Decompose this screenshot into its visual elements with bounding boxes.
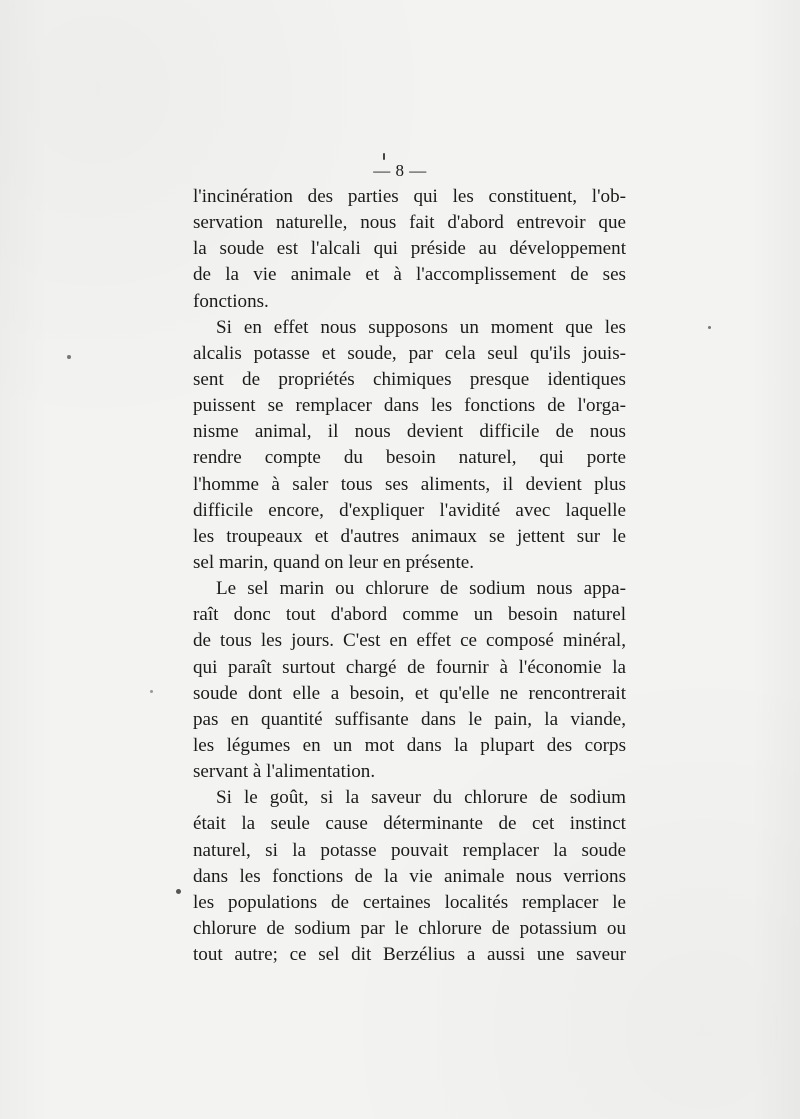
paper-speck — [383, 153, 385, 160]
paper-speck — [708, 326, 711, 329]
text-line-8: sent de propriétés chimiques presque identiques — [193, 368, 626, 390]
text-line-17: raît donc tout d'abord comme un besoin naturel — [193, 604, 626, 626]
text-line-13: difficile encore, d'expliquer l'avidité avec laquelle — [193, 499, 626, 521]
text-line-21: pas en quantité suffisante dans le pain, la viande, — [193, 708, 626, 730]
text-line-29: chlorure de sodium par le chlorure de potassium ou — [193, 917, 626, 939]
text-line-28: les populations de certaines localités remplacer le — [193, 891, 626, 913]
body-text — [193, 184, 626, 968]
text-line-14: les troupeaux et d'autres animaux se jettent sur le — [193, 525, 626, 547]
text-line-19: qui paraît surtout chargé de fournir à l'économie la — [193, 656, 626, 678]
paper-speck — [67, 355, 71, 359]
text-line-25: était la seule cause déterminante de cet instinct — [193, 813, 626, 835]
text-line-27: dans les fonctions de la vie animale nous verrions — [193, 865, 626, 887]
text-line-26: naturel, si la potasse pouvait remplacer la soude — [193, 839, 626, 861]
text-line-18: de tous les jours. C'est en effet ce composé minéral, — [193, 630, 626, 652]
text-line-24: Si le goût, si la saveur du chlorure de sodium — [216, 787, 626, 809]
paper-speck — [150, 690, 153, 693]
text-line-7: alcalis potasse et soude, par cela seul qu'ils jouis- — [193, 342, 626, 364]
text-line-15: sel marin, quand on leur en présente. — [193, 551, 475, 573]
text-line-10: nisme animal, il nous devient difficile de nous — [193, 421, 626, 443]
text-line-11: rendre compte du besoin naturel, qui porte — [193, 447, 626, 469]
text-line-16: Le sel marin ou chlorure de sodium nous appa- — [216, 578, 626, 600]
paper-speck — [176, 889, 181, 894]
text-line-3: la soude est l'alcali qui préside au développement — [193, 238, 626, 260]
text-line-4: de la vie animale et à l'accomplissement de ses — [193, 264, 626, 286]
text-line-30: tout autre; ce sel dit Berzélius a aussi une saveur — [193, 944, 626, 966]
text-line-20: soude dont elle a besoin, et qu'elle ne rencontrerait — [193, 682, 626, 704]
text-line-5: fonctions. — [193, 290, 269, 312]
text-line-23: servant à l'alimentation. — [193, 761, 376, 783]
text-line-1: l'incinération des parties qui les constituent, l'ob- — [193, 186, 626, 207]
page-number: — 8 — — [373, 161, 427, 180]
text-line-9: puissent se remplacer dans les fonctions de l'orga- — [193, 395, 626, 417]
text-line-22: les légumes en un mot dans la plupart des corps — [193, 734, 626, 756]
text-line-2: servation naturelle, nous fait d'abord entrevoir que — [193, 212, 626, 234]
text-line-12: l'homme à saler tous ses aliments, il devient plus — [193, 473, 626, 495]
text-line-6: Si en effet nous supposons un moment que les — [216, 316, 626, 338]
